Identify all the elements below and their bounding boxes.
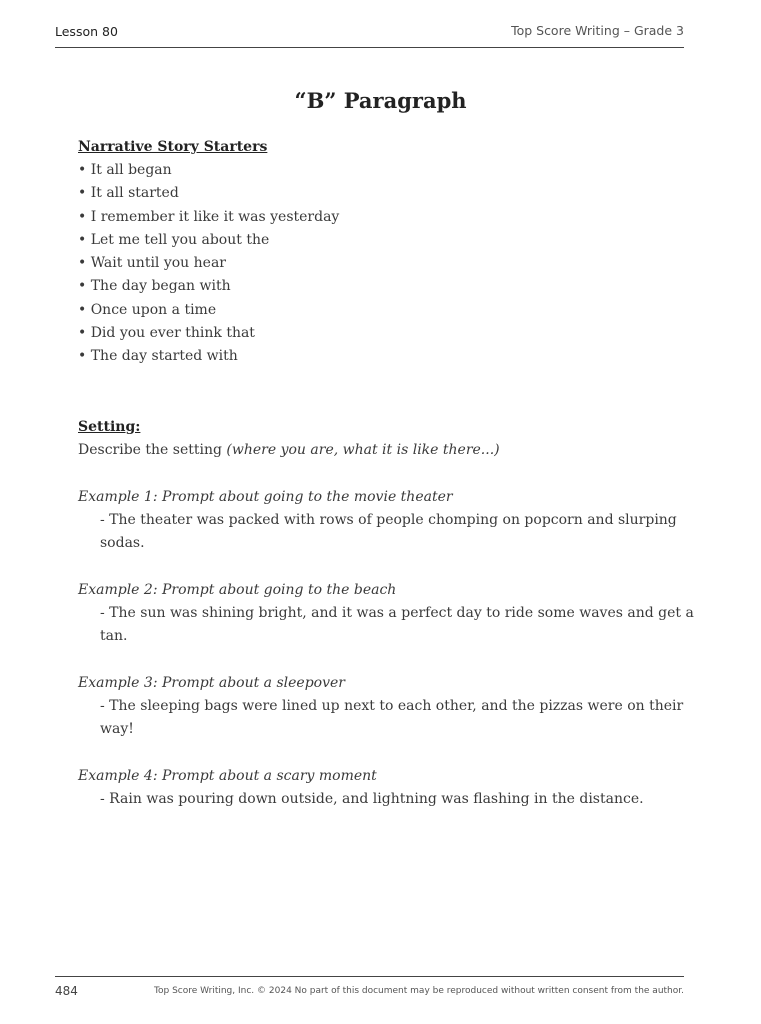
copyright-notice: Top Score Writing, Inc. © 2024 No part of this document may be reproduced without written consent from the author. (154, 986, 684, 996)
story-starters-heading: Narrative Story Starters (78, 139, 268, 155)
list-item: • It all began (78, 162, 172, 178)
list-item: • I remember it like it was yesterday (78, 208, 340, 225)
page-footer (55, 976, 684, 1007)
story-starters-section (78, 136, 698, 369)
example-text: - The theater was packed with rows of people chomping on popcorn and slurping sodas. (100, 512, 677, 551)
setting-description-text: Describe the setting (78, 442, 222, 458)
example-text: - The sun was shining bright, and it was a perfect day to ride some waves and get a tan. (100, 605, 694, 644)
example-label: Example 2: Prompt about going to the beach (78, 582, 397, 598)
example-block (78, 579, 698, 648)
example-label: Example 1: Prompt about going to the movie theater (78, 489, 453, 505)
series-title: Top Score Writing – Grade 3 (511, 23, 684, 38)
lesson-label: Lesson 80 (55, 24, 118, 39)
example-block (78, 486, 698, 555)
list-item: • Once upon a time (78, 301, 217, 318)
example-text: - Rain was pouring down outside, and lightning was flashing in the distance. (100, 791, 644, 807)
example-text: - The sleeping bags were lined up next to each other, and the pizzas were on their way! (100, 698, 684, 737)
example-label: Example 4: Prompt about a scary moment (78, 768, 377, 784)
list-item: • Wait until you hear (78, 255, 226, 272)
list-item: • Did you ever think that (78, 325, 255, 342)
example-label: Example 3: Prompt about a sleepover (78, 675, 345, 691)
list-item: • It all started (78, 185, 179, 202)
page-title: “B” Paragraph (294, 88, 467, 113)
list-item: • The day began with (78, 278, 231, 295)
setting-description-hint: (where you are, what it is like there...) (226, 442, 500, 458)
setting-heading: Setting: (78, 419, 141, 435)
list-item: • The day started with (78, 348, 238, 365)
list-item: • Let me tell you about the (78, 231, 270, 248)
example-block (78, 672, 698, 741)
setting-section (78, 416, 698, 462)
example-block (78, 765, 698, 811)
page-number: 484 (55, 984, 78, 998)
story-starters-list (78, 159, 698, 369)
setting-description (78, 439, 698, 462)
page-header (55, 22, 684, 48)
